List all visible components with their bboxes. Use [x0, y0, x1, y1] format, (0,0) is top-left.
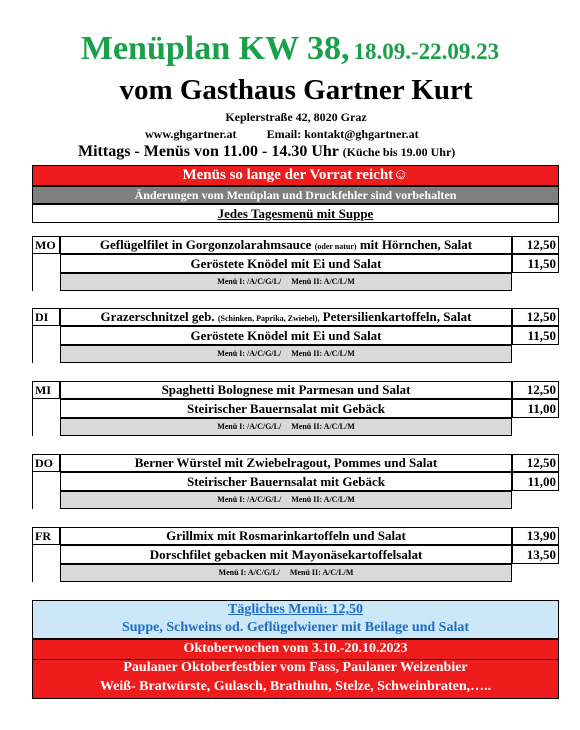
allergen-info	[60, 345, 512, 363]
dish-note: (Schinken, Paprika, Zwiebel),	[217, 314, 320, 323]
website-link[interactable]: www.ghgartner.at	[145, 127, 237, 141]
day-spacer	[32, 399, 60, 436]
hours-main: Mittags - Menüs von 11.00 - 14.30 Uhr	[78, 143, 339, 160]
allergen-menu-1: Menü I: A/C/G/L/	[218, 568, 280, 577]
menu-1-price: 12,50	[512, 381, 559, 399]
menu-title	[0, 30, 580, 68]
menu-2-price: 11,50	[512, 326, 559, 345]
day-abbr: FR	[32, 527, 60, 545]
menu-1-price: 12,50	[512, 454, 559, 472]
menu-1-dish	[60, 381, 512, 399]
oktoberfest-box	[32, 639, 559, 699]
day-abbr: DO	[32, 454, 60, 472]
day-spacer	[32, 545, 60, 582]
dish-main: Geflügelfilet in Gorgonzolarahmsauce	[99, 237, 312, 252]
allergen-menu-1: Menü I: /A/C/G/L/	[217, 495, 282, 504]
dish-main: Spaghetti Bolognese mit Parmesan und Salat	[161, 382, 411, 397]
allergen-info	[60, 491, 512, 509]
dish-main: Grillmix mit Rosmarinkartoffeln und Salat	[166, 528, 406, 543]
dish-main: Berner Würstel mit Zwiebelragout, Pommes und Salat	[134, 455, 438, 470]
email-link[interactable]: Email: kontakt@ghgartner.at	[266, 127, 419, 141]
menu-1-dish	[60, 236, 512, 254]
menu-2-dish: Steirischer Bauernsalat mit Gebäck	[60, 472, 512, 491]
hours-note: (Küche bis 19.00 Uhr)	[342, 145, 456, 159]
daily-menu-box	[32, 600, 559, 639]
menu-2-price: 13,50	[512, 545, 559, 564]
menu-title-main: Menüplan KW 38,	[80, 30, 350, 67]
allergen-menu-1: Menü I: /A/C/G/L/	[217, 277, 282, 286]
dish-main: Grazerschnitzel geb.	[100, 309, 215, 324]
opening-hours	[78, 143, 455, 161]
day-block-mo	[32, 236, 559, 291]
menu-2-price: 11,00	[512, 399, 559, 418]
daily-menu-title	[33, 602, 558, 618]
day-block-do	[32, 454, 559, 509]
allergen-menu-2: Menü II: A/C/L/M	[291, 495, 355, 504]
menu-1-price: 12,50	[512, 236, 559, 254]
smiley-icon: ☺	[393, 167, 409, 183]
allergen-menu-2: Menü II: A/C/L/M	[291, 349, 355, 358]
oktoberfest-food: Weiß- Bratwürste, Gulasch, Brathuhn, Stelze, Schweinbraten,…..	[99, 679, 492, 694]
dish-note: (oder natur)	[314, 242, 357, 251]
menu-2-dish: Steirischer Bauernsalat mit Gebäck	[60, 399, 512, 418]
daily-menu-text: Suppe, Schweins od. Geflügelwiener mit Beilage und Salat	[121, 620, 470, 635]
notice-changes	[32, 186, 559, 204]
allergen-menu-2: Menü II: A/C/L/M	[289, 568, 354, 577]
notice-supply-text: Menüs so lange der Vorrat reicht	[182, 167, 394, 183]
menu-2-dish: Geröstete Knödel mit Ei und Salat	[60, 254, 512, 273]
daily-menu-title-text: Tägliches Menü: 12,50	[228, 602, 363, 617]
allergen-menu-1: Menü I: /A/C/G/L/	[217, 422, 282, 431]
notice-changes-text: Änderungen vom Menüplan und Druckfehler sind vorbehalten	[134, 188, 457, 202]
contact-line	[145, 127, 419, 142]
notice-soup	[32, 204, 559, 223]
menu-2-dish: Dorschfilet gebacken mit Mayonäsekartoffelsalat	[60, 545, 512, 564]
allergen-menu-2: Menü II: A/C/L/M	[291, 277, 355, 286]
restaurant-name: vom Gasthaus Gartner Kurt	[119, 74, 473, 106]
allergen-menu-2: Menü II: A/C/L/M	[291, 422, 355, 431]
notice-soup-text: Jedes Tagesmenü mit Suppe	[217, 206, 374, 221]
day-block-mi	[32, 381, 559, 436]
day-spacer	[32, 254, 60, 291]
dish-rest: Petersilienkartoffeln, Salat	[322, 309, 472, 324]
day-abbr: MI	[32, 381, 60, 399]
menu-2-price: 11,50	[512, 254, 559, 273]
allergen-menu-1: Menü I: /A/C/G/L/	[217, 349, 282, 358]
allergen-info	[60, 273, 512, 291]
oktoberfest-drinks: Paulaner Oktoberfestbier vom Fass, Paulaner Weizenbier	[123, 660, 468, 675]
menu-1-price: 13,90	[512, 527, 559, 545]
menu-1-dish	[60, 308, 512, 326]
oktoberfest-dates: Oktoberwochen vom 3.10.-20.10.2023	[183, 641, 408, 656]
day-spacer	[32, 472, 60, 509]
menu-2-dish: Geröstete Knödel mit Ei und Salat	[60, 326, 512, 345]
menu-1-price: 12,50	[512, 308, 559, 326]
day-spacer	[32, 326, 60, 363]
dish-rest: mit Hörnchen, Salat	[359, 237, 473, 252]
day-block-di	[32, 308, 559, 363]
menu-1-dish	[60, 454, 512, 472]
day-abbr: MO	[32, 236, 60, 254]
day-abbr: DI	[32, 308, 60, 326]
address: Keplerstraße 42, 8020 Graz	[225, 110, 367, 124]
notice-supply	[32, 165, 559, 186]
allergen-info	[60, 418, 512, 436]
menu-2-price: 11,00	[512, 472, 559, 491]
menu-1-dish	[60, 527, 512, 545]
day-block-fr	[32, 527, 559, 582]
menu-title-dates: 18.09.-22.09.23	[353, 39, 500, 64]
allergen-info	[60, 564, 512, 582]
